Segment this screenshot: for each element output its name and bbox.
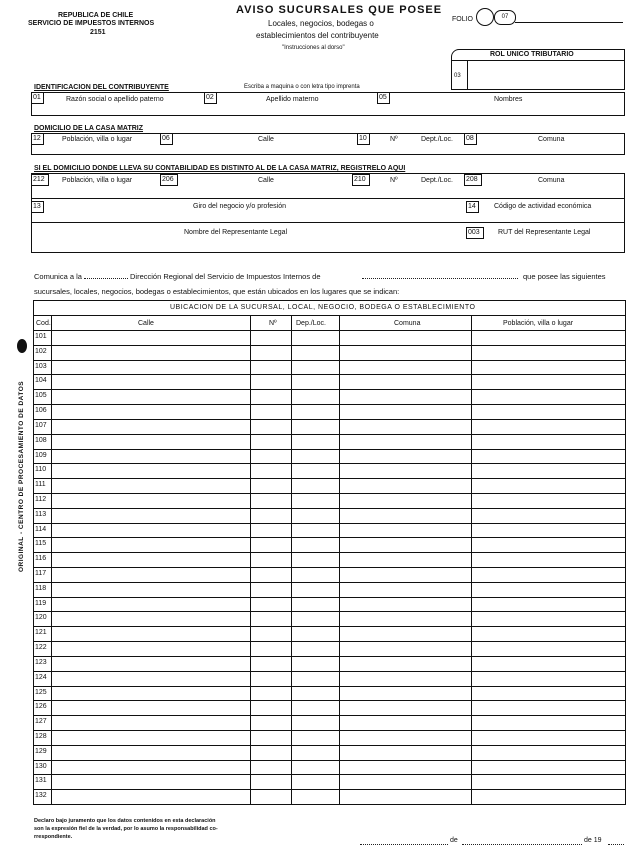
row-code: 126 xyxy=(35,703,47,711)
table-row[interactable] xyxy=(33,346,626,361)
rut-box-code: 03 xyxy=(454,73,461,79)
row-code: 106 xyxy=(35,407,47,415)
comunica-blank-1[interactable] xyxy=(84,278,128,279)
row-code: 119 xyxy=(35,599,47,607)
domicilio-title: DOMICILIO DE LA CASA MATRIZ xyxy=(34,125,144,132)
row-code: 104 xyxy=(35,377,47,385)
contabilidad-divider-2 xyxy=(31,222,625,223)
row-code: 129 xyxy=(35,747,47,755)
row-code: 113 xyxy=(35,510,47,518)
code-08: 08 xyxy=(464,133,477,145)
row-code: 125 xyxy=(35,688,47,696)
table-row[interactable] xyxy=(33,790,626,805)
side-copy-label: ORIGINAL - CENTRO DE PROCESAMIENTO DE DATOS xyxy=(18,380,25,572)
table-row[interactable] xyxy=(33,627,626,642)
row-code: 108 xyxy=(35,436,47,444)
rut-box-title: ROL UNICO TRIBUTARIO xyxy=(490,51,574,58)
label-poblacion: Población, villa o lugar xyxy=(62,136,133,143)
table-row[interactable] xyxy=(33,435,626,450)
form-number: 2151 xyxy=(90,29,106,36)
code-14: 14 xyxy=(466,201,479,213)
table-row[interactable] xyxy=(33,716,626,731)
subtitle-2: establecimientos del contribuyente xyxy=(256,31,379,40)
contabilidad-box xyxy=(31,173,625,253)
apellido-paterno-field[interactable] xyxy=(45,104,203,115)
row-code: 114 xyxy=(35,525,47,533)
code-13: 13 xyxy=(31,201,44,213)
code-206: 206 xyxy=(160,174,178,186)
date-de-2: de 19 xyxy=(584,837,602,844)
contabilidad-title: SI EL DOMICILIO DONDE LLEVA SU CONTABILIDAD ES DISTINTO AL DE LA CASA MATRIZ, REGISTRELO AQUI xyxy=(34,165,406,172)
label-dept-2: Dept./Loc. xyxy=(421,177,453,184)
row-code: 117 xyxy=(35,570,47,577)
signature-month-field[interactable] xyxy=(462,844,582,845)
row-code: 111 xyxy=(35,481,46,489)
label-calle: Calle xyxy=(258,136,274,143)
table-row[interactable] xyxy=(33,612,626,627)
table-row[interactable] xyxy=(33,420,626,435)
label-nombres: Nombres xyxy=(494,96,523,103)
table-row[interactable] xyxy=(33,538,626,553)
label-giro: Giro del negocio y/o profesión xyxy=(193,203,286,210)
label-poblacion-2: Población, villa o lugar xyxy=(62,177,133,184)
row-code: 115 xyxy=(35,540,47,548)
code-01: 01 xyxy=(31,92,44,104)
row-code: 101 xyxy=(35,333,47,340)
row-code: 107 xyxy=(35,421,47,429)
code-05: 05 xyxy=(377,92,390,104)
table-row[interactable] xyxy=(33,701,626,716)
row-code: 128 xyxy=(35,732,47,740)
table-row[interactable] xyxy=(33,479,626,494)
table-row[interactable] xyxy=(33,390,626,405)
table-row[interactable] xyxy=(33,568,626,583)
table-row[interactable] xyxy=(33,405,626,420)
table-row[interactable] xyxy=(33,464,626,479)
label-numero-2: Nº xyxy=(390,177,398,184)
row-code: 121 xyxy=(35,629,47,637)
row-code: 130 xyxy=(35,762,47,770)
label-apellido-materno: Apellido materno xyxy=(266,96,319,103)
comunica-a-la: Comunica a la xyxy=(34,272,82,281)
row-code: 102 xyxy=(35,347,47,355)
row-code: 123 xyxy=(35,658,47,666)
label-numero: Nº xyxy=(390,136,398,143)
col-calle: Calle xyxy=(138,320,154,327)
label-codigo-actividad: Código de actividad económica xyxy=(494,203,592,210)
row-code: 124 xyxy=(35,673,47,681)
comunica-direccion: Dirección Regional del Servicio de Impuestos Internos de xyxy=(130,272,321,281)
row-code: 127 xyxy=(35,718,47,726)
instructions-note: "Instrucciones al dorso" xyxy=(282,45,345,51)
table-row[interactable] xyxy=(33,494,626,509)
row-code: 109 xyxy=(35,451,47,459)
code-12: 12 xyxy=(31,133,44,145)
folio-line xyxy=(515,22,623,23)
label-razon-social: Razón social o apellido paterno xyxy=(66,96,164,103)
table-row[interactable] xyxy=(33,657,626,672)
declaration-line-2: son la expresión fiel de la verdad, por lo asumo la responsabilidad co- xyxy=(34,826,218,832)
row-code: 110 xyxy=(35,466,47,474)
form-title: AVISO SUCURSALES QUE POSEE xyxy=(236,4,443,16)
col-poblacion: Población, villa o lugar xyxy=(503,320,574,327)
code-208: 208 xyxy=(464,174,482,186)
subtitle-1: Locales, negocios, bodegas o xyxy=(268,19,374,28)
table-row[interactable] xyxy=(33,524,626,539)
row-code: 132 xyxy=(35,792,47,800)
comunica-siguientes: que posee las siguientes xyxy=(523,272,606,281)
row-code: 112 xyxy=(35,495,47,503)
col-comuna: Comuna xyxy=(394,320,421,327)
comunica-line-2: sucursales, locales, negocios, bodegas o establecimientos, que están ubicados en los lugares que se indican: xyxy=(34,287,400,296)
col-dept: Dep./Loc. xyxy=(296,320,326,327)
table-row[interactable] xyxy=(33,450,626,465)
code-02: 02 xyxy=(204,92,217,104)
code-003: 003 xyxy=(466,227,484,239)
rut-input[interactable] xyxy=(468,61,624,89)
table-row[interactable] xyxy=(33,731,626,746)
table-row[interactable] xyxy=(33,375,626,390)
comunica-blank-2[interactable] xyxy=(362,278,518,279)
identification-title: IDENTIFICACION DEL CONTRIBUYENTE xyxy=(34,84,169,91)
signature-year-field[interactable] xyxy=(608,844,624,845)
table-row[interactable] xyxy=(33,672,626,687)
table-row[interactable] xyxy=(33,761,626,776)
table-row[interactable] xyxy=(33,598,626,613)
table-title: UBICACION DE LA SUCURSAL, LOCAL, NEGOCIO, BODEGA O ESTABLECIMIENTO xyxy=(170,304,476,311)
label-representante: Nombre del Representante Legal xyxy=(184,229,288,236)
code-10: 10 xyxy=(357,133,370,145)
contabilidad-divider-1 xyxy=(31,198,625,199)
code-210: 210 xyxy=(352,174,370,186)
table-row[interactable] xyxy=(33,775,626,790)
table-row[interactable] xyxy=(33,361,626,376)
signature-place-field[interactable] xyxy=(360,844,448,845)
folio-circle xyxy=(476,8,494,26)
row-code: 120 xyxy=(35,614,47,622)
code-06: 06 xyxy=(160,133,173,145)
punch-hole-mark xyxy=(17,339,27,353)
label-comuna: Comuna xyxy=(538,136,565,143)
col-numero: Nº xyxy=(269,320,277,327)
table-row[interactable] xyxy=(33,687,626,702)
nombres-field[interactable] xyxy=(391,104,623,115)
row-code: 116 xyxy=(35,555,47,563)
row-code: 122 xyxy=(35,644,47,652)
folio-label: FOLIO xyxy=(452,16,474,23)
row-code: 118 xyxy=(35,584,47,592)
table-row[interactable] xyxy=(33,331,626,346)
label-comuna-2: Comuna xyxy=(538,177,565,184)
code-212: 212 xyxy=(31,174,49,186)
apellido-materno-field[interactable] xyxy=(218,104,376,115)
row-code: 131 xyxy=(35,777,47,785)
label-dept: Dept./Loc. xyxy=(421,136,453,143)
table-row[interactable] xyxy=(33,583,626,598)
print-hint: Escriba a maquina o con letra tipo imprenta xyxy=(244,84,360,90)
country-name: REPUBLICA DE CHILE xyxy=(58,12,134,19)
table-row[interactable] xyxy=(33,509,626,524)
date-de-1: de xyxy=(450,837,458,844)
table-title-divider xyxy=(33,315,626,316)
folio-code: 07 xyxy=(494,10,516,25)
table-row[interactable] xyxy=(33,642,626,657)
table-row[interactable] xyxy=(33,746,626,761)
declaration-line-3: rrespondiente. xyxy=(34,834,73,840)
declaration-line-1: Declaro bajo juramento que los datos contenidos en esta declaración xyxy=(34,818,216,824)
row-code: 103 xyxy=(35,362,47,370)
row-code: 105 xyxy=(35,392,47,400)
table-row[interactable] xyxy=(33,553,626,568)
agency-name: SERVICIO DE IMPUESTOS INTERNOS xyxy=(28,20,155,27)
label-calle-2: Calle xyxy=(258,177,274,184)
label-rut-representante: RUT del Representante Legal xyxy=(498,229,591,236)
col-cod: Cod. xyxy=(36,320,51,327)
